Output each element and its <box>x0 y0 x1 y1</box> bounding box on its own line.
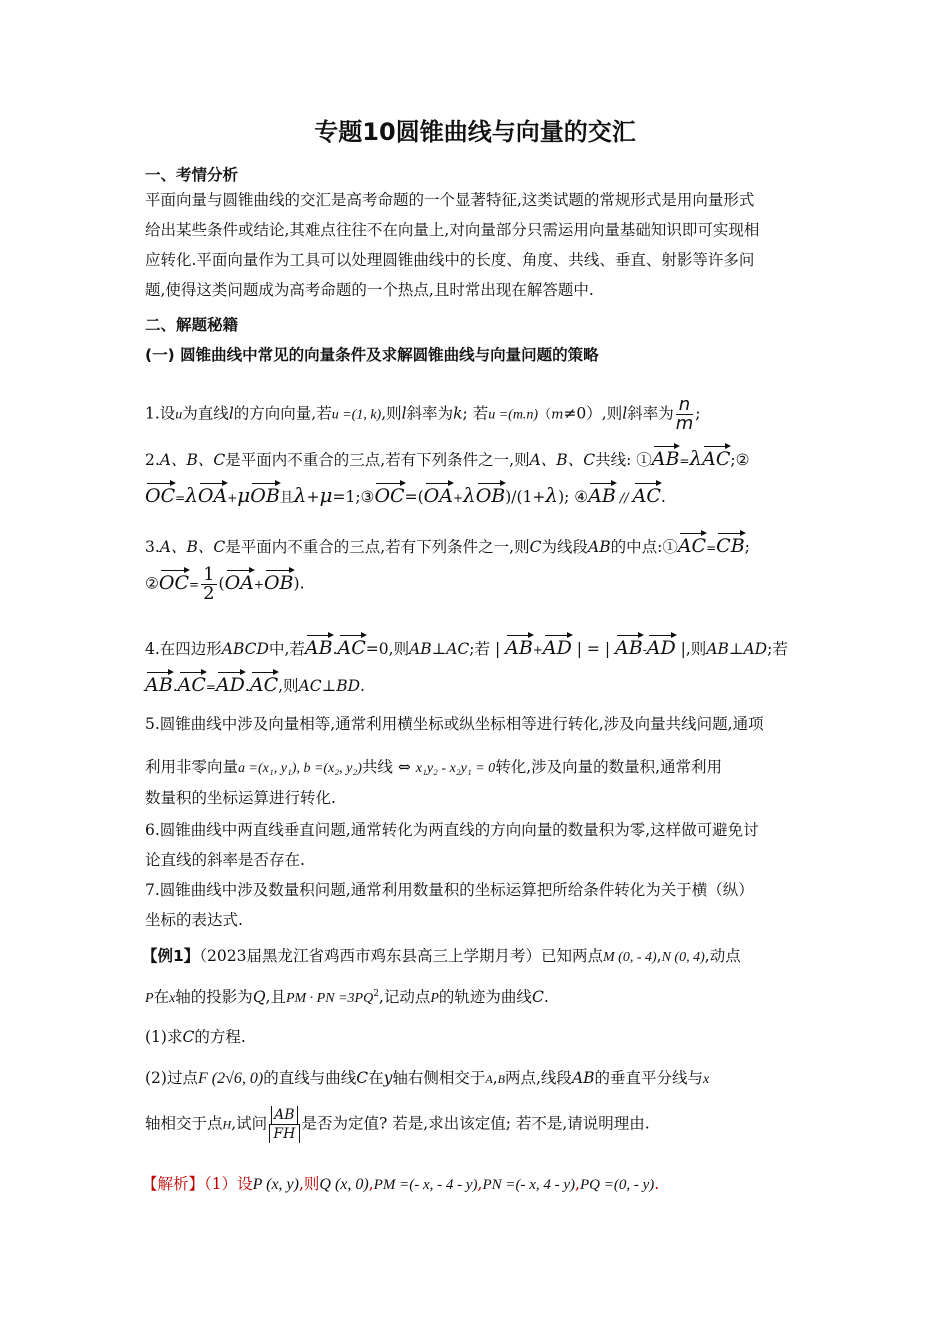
item-6-line-2: 论直线的斜率是否存在. <box>145 851 305 869</box>
item-7-line-1: 7.圆锥曲线中涉及数量积问题,通常利用数量积的坐标运算把所给条件转化为关于横（纵） <box>145 881 754 899</box>
math-collinear-condition: x₁y₂ - x₂y₁ = 0 <box>415 761 496 776</box>
text: = <box>205 680 216 694</box>
text: 在 <box>153 988 170 1006</box>
abs-ab: AB <box>271 1106 297 1124</box>
text: , <box>656 947 662 965</box>
segment-ab: AB <box>571 1069 595 1087</box>
vector-cb: CB <box>716 531 745 556</box>
text: （2023届黑龙江省鸡西市鸡东县高三上学期月考）已知两点 <box>199 947 603 965</box>
fraction-denominator: 2 <box>203 583 215 604</box>
vector-ob: OB <box>476 481 506 506</box>
text: 轴相交于点 <box>145 1114 223 1133</box>
text: ,则 <box>381 404 402 423</box>
intro-line-2: 给出某些条件或结论,其难点往往不在向量上,对向量部分只需运用向量基础知识即可实现相 <box>145 221 760 239</box>
text: = <box>189 577 200 592</box>
math-direction-vector: u =(1, k) <box>331 407 382 423</box>
fraction-denominator: m <box>675 413 694 434</box>
fraction-numerator: n <box>676 396 694 415</box>
item-1 <box>145 396 700 433</box>
point-q: Q <box>252 988 266 1006</box>
text: = <box>679 454 690 468</box>
text: ,记动点 <box>378 988 431 1006</box>
example-1-line-2 <box>145 985 549 1007</box>
text: 4.在四边形 <box>145 640 222 658</box>
text: . <box>244 677 250 695</box>
text: （ <box>538 407 552 423</box>
vector-oa: OA <box>424 481 453 506</box>
fraction-numerator: 1 <box>203 564 215 585</box>
text: 的方向向量,若 <box>233 404 332 423</box>
intro-line-1: 平面向量与圆锥曲线的交汇是高考命题的一个显著特征,这类试题的常规形式是用向量形式 <box>145 191 755 209</box>
text: 在 <box>368 1069 384 1087</box>
text: ; <box>744 538 750 556</box>
vector-ab: AB <box>588 481 616 506</box>
text: 共线 ⇔ <box>361 758 411 776</box>
text: + <box>253 577 264 592</box>
item-2-line-2 <box>145 481 666 507</box>
item-4-line-1 <box>145 633 788 659</box>
math-vectors-a-b: a =(x₁, y₁), b =(x₂, y₂) <box>238 761 362 776</box>
text: , <box>477 1175 483 1193</box>
text: ;若 <box>767 640 788 658</box>
item-3-line-1 <box>145 531 750 557</box>
text: 为线段 <box>541 538 588 556</box>
text: . <box>172 677 178 695</box>
text: ( <box>218 574 225 593</box>
text: + <box>227 491 238 505</box>
vector-ob: OB <box>250 481 280 506</box>
abs-fh: FH <box>269 1125 299 1143</box>
text: ,则 <box>298 1175 320 1193</box>
text: + <box>532 643 543 657</box>
fraction-numerator <box>269 1106 299 1125</box>
point-f: F (2√6, 0) <box>197 1070 264 1087</box>
text: 1.设 <box>145 404 176 423</box>
math-l: l <box>401 404 407 423</box>
lambda: λ <box>463 483 476 507</box>
vector-ac: AC <box>338 633 366 658</box>
segment-ab: AB <box>588 538 611 556</box>
vector-oc: OC <box>374 481 404 506</box>
item-5-line-3: 数量积的坐标运算进行转化. <box>145 789 336 807</box>
text: , <box>575 1175 580 1193</box>
text: | = | <box>576 640 611 658</box>
item-4-line-2 <box>145 670 365 696</box>
curve-c: C <box>182 1028 195 1046</box>
math-l: l <box>622 404 628 423</box>
vector-ac: AC <box>250 670 278 695</box>
text: 的垂直平分线与 <box>594 1069 704 1087</box>
text: 利用非零向量 <box>145 758 239 776</box>
text: . <box>543 988 549 1006</box>
text: =1;③ <box>332 488 375 506</box>
text: ,则 <box>278 677 299 695</box>
page-title: 专题10圆锥曲线与向量的交汇 <box>314 118 636 146</box>
question-2-line-2 <box>145 1106 650 1143</box>
point-a: A <box>485 1072 493 1086</box>
item-2-line-1 <box>145 444 750 470</box>
text: ). <box>293 574 305 593</box>
text: ≠0）,则 <box>563 404 623 423</box>
point-n: N (0, 4) <box>661 950 705 965</box>
vector-ab: AB <box>305 633 333 658</box>
text: ); ④ <box>558 488 589 506</box>
curve-c: C <box>356 1069 369 1087</box>
text: 共线: ① <box>595 451 652 469</box>
text: = <box>175 491 186 505</box>
point-c: C <box>529 538 542 556</box>
intro-line-4: 题,使得这类问题成为高考命题的一个热点,且时常出现在解答题中. <box>145 281 594 299</box>
text: 2. <box>145 451 160 469</box>
intro-paragraph <box>145 185 810 305</box>
item-6-line-1: 6.圆锥曲线中两直线垂直问题,通常转化为两直线的方向向量的数量积为零,这样做可避免讨 <box>145 821 759 839</box>
vector-oc: OC <box>159 568 189 593</box>
text: 是否为定值? 若是,求出该定值; 若不是,请说明理由. <box>301 1114 650 1133</box>
vector-ab: AB <box>615 633 643 658</box>
vector-ob: OB <box>264 568 294 593</box>
text: 是平面内不重合的三点,若有下列条件之一,则 <box>225 538 530 556</box>
text: = <box>706 541 717 555</box>
vector-pm: PM =(- x, - 4 - y) <box>373 1177 478 1193</box>
point-m: M (0, - 4) <box>603 950 657 965</box>
text: . <box>332 640 338 658</box>
point-p: P <box>430 991 439 1006</box>
points-abc: A、B、C <box>159 451 226 469</box>
lambda: λ <box>293 483 307 507</box>
point-b: B <box>497 1072 505 1086</box>
text: 是平面内不重合的三点,若有下列条件之一,则 <box>225 451 530 469</box>
question-2-line-1 <box>145 1066 709 1088</box>
text: ,且 <box>265 988 286 1006</box>
vector-ac: AC <box>702 444 730 469</box>
solution-line-1 <box>142 1172 659 1194</box>
vector-ab: AB <box>652 444 680 469</box>
vector-pq: PQ =(0, - y) <box>579 1177 655 1193</box>
item-5-line-1: 5.圆锥曲线中涉及向量相等,通常利用横坐标或纵坐标相等进行转化,涉及向量共线问题,通项 <box>145 715 764 733</box>
text: 3. <box>145 538 160 556</box>
axis-x: x <box>703 1072 710 1087</box>
text: 斜率为 <box>406 404 454 423</box>
vector-ad: AD <box>216 670 245 695</box>
text: ; <box>695 404 701 423</box>
lambda: λ <box>545 483 559 507</box>
vector-ad: AD <box>543 633 572 658</box>
text: 斜率为 <box>627 404 674 423</box>
math-u: u <box>175 407 183 423</box>
vector-ab: AB <box>145 670 173 695</box>
text: - <box>642 643 647 657</box>
math-direction-vector-2: u =(m.n) <box>488 407 539 423</box>
item-5-line-2 <box>145 755 722 777</box>
question-1 <box>145 1025 246 1047</box>
point-p: P (x, y) <box>252 1176 299 1193</box>
math-l: l <box>228 404 234 423</box>
section-heading-methods: 二、解题秘籍 <box>145 316 239 334</box>
curve-c: C <box>531 988 544 1006</box>
quadrilateral-abcd: ABCD <box>221 640 269 658</box>
text: ;② <box>730 451 750 469</box>
vector-oc: OC <box>145 481 175 506</box>
item-7-line-2: 坐标的表达式. <box>145 911 243 929</box>
text: . <box>660 488 666 506</box>
vector-ad: AD <box>647 633 676 658</box>
text: 轴右侧相交于 <box>392 1069 486 1087</box>
text: 中,若 <box>268 640 305 658</box>
text: ② <box>145 574 159 593</box>
item-3-line-2 <box>145 566 305 603</box>
text: 的方程. <box>194 1028 246 1046</box>
section-heading-analysis: 一、考情分析 <box>145 166 239 184</box>
axis-x: x <box>169 991 176 1006</box>
text: 的直线与曲线 <box>263 1069 357 1087</box>
half-fraction <box>201 566 216 603</box>
text: =( <box>404 488 424 506</box>
text: |,则 <box>680 640 707 658</box>
text: 为直线 <box>182 404 229 423</box>
perp-ab-ac: AB⊥AC <box>409 640 470 658</box>
perp-ab-ad: AB⊥AD <box>706 640 768 658</box>
axis-y: y <box>383 1069 393 1087</box>
text: . <box>360 677 365 695</box>
math-condition: PM · PN =3PQ <box>285 991 374 1006</box>
point-q: Q (x, 0) <box>319 1176 369 1193</box>
text: 转化,涉及向量的数量积,通常利用 <box>495 758 723 776</box>
text: =0,则 <box>365 640 410 658</box>
math-m: m <box>551 407 564 423</box>
perp-ac-bd: AC⊥BD <box>298 677 361 695</box>
text: , <box>368 1175 374 1193</box>
text: + <box>452 491 463 505</box>
mu: μ <box>319 483 333 507</box>
point-h: H <box>222 1117 232 1132</box>
text: , <box>492 1069 498 1087</box>
text: ; 若 <box>462 404 489 423</box>
points-abc: A、B、C <box>159 538 226 556</box>
solution-tag: 【解析】 <box>142 1175 205 1193</box>
text: (2)过点 <box>145 1069 198 1087</box>
points-abc: A、B、C <box>529 451 596 469</box>
fraction-denominator <box>269 1125 299 1143</box>
mu: μ <box>237 483 251 507</box>
text: ;若 | <box>469 640 501 658</box>
subsection-heading: (一) 圆锥曲线中常见的向量条件及求解圆锥曲线与向量问题的策略 <box>145 346 599 364</box>
ratio-fraction <box>269 1106 299 1143</box>
lambda: λ <box>689 446 703 470</box>
vector-ac: AC <box>178 670 206 695</box>
text: (1)求 <box>145 1028 183 1046</box>
lambda: λ <box>185 483 198 507</box>
text: ,动点 <box>704 947 741 965</box>
vector-oa: OA <box>198 481 227 506</box>
text: 两点,线段 <box>505 1069 572 1087</box>
slope-fraction <box>676 396 694 433</box>
math-k: k <box>453 404 463 423</box>
vector-pn: PN =(- x, 4 - y) <box>482 1177 576 1193</box>
text: ,试问 <box>231 1114 268 1133</box>
text: （1）设 <box>204 1175 253 1193</box>
text: 轴的投影为 <box>175 988 253 1006</box>
vector-ab: AB <box>505 633 533 658</box>
exponent: 2 <box>373 988 379 999</box>
text: 且 <box>279 490 294 506</box>
text: )/(1+ <box>505 488 546 506</box>
vector-ac: AC <box>633 481 661 506</box>
example-tag: 【例1】 <box>142 947 200 965</box>
text: + <box>306 488 320 506</box>
point-p: P <box>145 991 154 1006</box>
example-1-line-1 <box>142 944 741 966</box>
vector-oa: OA <box>225 568 254 593</box>
parallel-symbol: // <box>619 491 629 506</box>
text: 的轨迹为曲线 <box>438 988 532 1006</box>
text: . <box>654 1175 660 1193</box>
intro-line-3: 应转化.平面向量作为工具可以处理圆锥曲线中的长度、角度、共线、垂直、射影等许多问 <box>145 251 755 269</box>
vector-ac: AC <box>678 531 706 556</box>
text: 的中点:① <box>610 538 678 556</box>
